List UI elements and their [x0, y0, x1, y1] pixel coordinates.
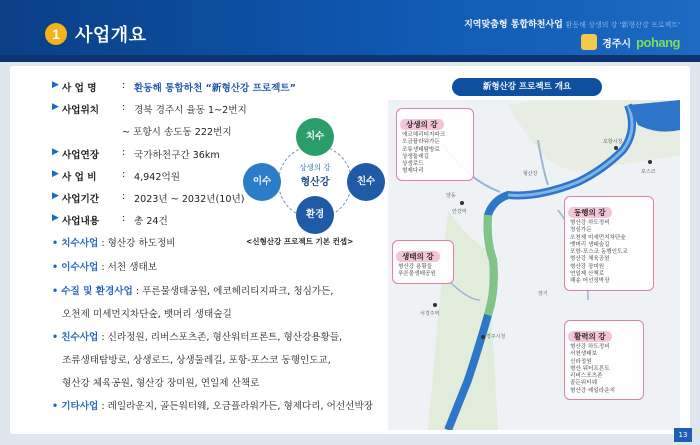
page-title: 사업개요 — [75, 25, 147, 46]
overview-length-label: 사업연장 — [62, 150, 100, 161]
map-box-vitality — [564, 320, 644, 400]
map-box-item: 형산강 레일라운지 — [570, 387, 616, 394]
subproject-label: 기타사업 — [61, 401, 99, 412]
bullet-triangle-icon: ▶ — [52, 147, 59, 157]
map-box-title: 동행의 강 — [568, 207, 612, 218]
subproject-other-row: • 기타사업 : 레일라운지, 골든워터웨, 오금플라워가든, 형제다리, 어선선박장 — [52, 401, 373, 412]
subproject-value: 푸른물생태공원, 에코헤리티지파크, 청심가든, — [142, 286, 334, 297]
bullet-triangle-icon: ▶ — [52, 102, 59, 112]
map-title: 新형산강 프로젝트 개요 — [452, 78, 602, 96]
concept-environment-circle: 환경 — [296, 196, 334, 234]
place-label: 장기 — [538, 291, 548, 297]
place-label: 형산강 — [523, 171, 538, 177]
overview-length-row: ▶ 사업연장 : 국가하천구간 36km — [52, 147, 220, 161]
map-box-item: 리버스포츠존 — [570, 373, 603, 380]
subproject-continuation: 조류생태탐방로, 상생로드, 상생둘레길, 포항-포스코 동행인도교, — [62, 355, 331, 366]
overview-cost-row: ▶ 사 업 비 : 4,942억원 — [52, 169, 180, 183]
map-box-item: 푸른물생태공원 — [398, 271, 436, 278]
concept-caption: <신형산강 프로젝트 기본 컨셉> — [246, 237, 354, 246]
map-box-item: 상생로드 — [402, 161, 424, 168]
subproject-water-use-row: • 이수사업 : 서천 생태보 — [52, 262, 158, 273]
map-box-item: 조류생태탐방로 — [402, 146, 440, 153]
map-box-item: 형산강 용황들 — [398, 264, 433, 270]
overview-location-row-2 — [122, 124, 232, 138]
map-box-title: 생태의 강 — [396, 251, 440, 262]
map-box-coexistence — [396, 108, 474, 181]
subproject-value: 서천 생태보 — [107, 262, 158, 273]
subproject-value: 형산강 하도정비 — [107, 238, 176, 249]
map-box-item: 오금플라워가든 — [402, 139, 440, 146]
overview-location-label: 사업위치 — [62, 105, 100, 116]
overview-location-row: ▶ 사업위치 : 경북 경주시 율동 1~2번지 — [52, 102, 247, 116]
overview-content-value: 총 24건 — [134, 216, 168, 227]
gyeongju-seal-icon — [581, 34, 597, 50]
map-box-item: 형산강 체육공원 — [570, 256, 610, 263]
bullet-triangle-icon: ▶ — [52, 80, 59, 90]
map-box-item: 형산강 장미원 — [570, 263, 605, 270]
subproject-waterfront-row: • 친수사업 : 신라정원, 리버스포츠존, 형산워터프론트, 형산강용황들, — [52, 332, 343, 343]
map-box-item: 상생둘레길 — [402, 153, 430, 160]
subproject-value: 신라정원, 리버스포츠존, 형산워터프론트, 형산강용황들, — [107, 332, 343, 343]
bullet-triangle-icon: ▶ — [52, 213, 59, 223]
overview-name-label: 사 업 명 — [62, 83, 97, 94]
map-box-item: 서천생태보 — [570, 351, 598, 358]
map-box-ecology — [392, 240, 454, 284]
gyeongju-logo-text: 경주시 — [602, 38, 632, 50]
overview-location-value: 경북 경주시 율동 1~2번지 — [134, 105, 247, 116]
overview-period-value: 2023년 ~ 2032년(10년) — [134, 194, 245, 205]
map-box-item: 형산 워터프론트 — [570, 365, 610, 372]
subproject-label: 친수사업 — [61, 332, 99, 343]
overview-content-label: 사업내용 — [62, 216, 100, 227]
header-stripe — [0, 55, 700, 62]
overview-name-row: ▶ 사 업 명 : 환동해 통합하천 “新형산강 프로젝트” — [52, 80, 296, 94]
overview-content-row: ▶ 사업내용 : 총 24건 — [52, 213, 168, 227]
subproject-value: 레일라운지, 골든워터웨, 오금플라워가든, 형제다리, 어선선박장 — [107, 401, 373, 412]
map-box-title: 상생의 강 — [400, 119, 444, 130]
header-project-type: 지역맞춤형 통합하천사업 — [464, 20, 563, 30]
page-number: 13 — [674, 428, 692, 442]
overview-length-value: 국가하천구간 36km — [134, 150, 220, 161]
map-box-item: 형산강 하도정비 — [570, 220, 610, 226]
subproject-environment-row: • 수질 및 환경사업 : 푸른물생태공원, 에코헤리티지파크, 청심가든, — [52, 286, 334, 297]
subproject-label: 이수사업 — [61, 262, 99, 273]
bullet-triangle-icon: ▶ — [52, 191, 59, 201]
place-label: 양동 — [446, 193, 456, 199]
concept-waterfront-circle: 친수 — [347, 163, 385, 201]
overview-location-value-2: ~ 포항시 송도동 222번지 — [122, 127, 232, 138]
map-box-item: 포항-포스코 동행인도교 — [570, 249, 628, 256]
map-box-item: 에코헤리티지파크 — [402, 132, 446, 138]
overview-period-label: 사업기간 — [62, 194, 100, 205]
place-label: 안강역 — [452, 209, 467, 215]
city-logos — [581, 33, 680, 51]
overview-name-value: 환동해 통합하천 “新형산강 프로젝트” — [134, 83, 296, 94]
map-box-item: 오천제 미세먼지차단숲 — [570, 234, 626, 241]
pohang-logo: pohang — [636, 34, 680, 50]
map-box-item: 연일제 산책로 — [570, 271, 605, 278]
map-box-item: 해송 어선정박장 — [570, 278, 610, 285]
overview-period-row: ▶ 사업기간 : 2023년 ~ 2032년(10년) — [52, 191, 245, 205]
subproject-continuation: 오천제 미세먼지차단숲, 뱃머리 생태숲길 — [62, 309, 232, 320]
bullet-triangle-icon: ▶ — [52, 169, 59, 179]
concept-water-use-circle: 이수 — [243, 163, 281, 201]
header-project-name: 환동해 상생의 강 '新형산강 프로젝트' — [565, 21, 680, 29]
project-map — [388, 100, 680, 430]
overview-cost-label: 사 업 비 — [62, 172, 97, 183]
map-box-item: 형산강 하도정비 — [570, 344, 610, 350]
header-bar — [0, 0, 700, 62]
map-box-item: 형제다리 — [402, 168, 424, 175]
concept-flood-circle: 치수 — [296, 118, 334, 156]
map-box-item: 청심가든 — [570, 227, 592, 234]
subproject-flood-row: • 치수사업 : 형산강 하도정비 — [52, 238, 176, 249]
overview-cost-value: 4,942억원 — [134, 172, 180, 183]
subproject-label: 치수사업 — [61, 238, 99, 249]
subproject-label: 수질 및 환경사업 — [61, 286, 133, 297]
map-box-item: 골든워터웨 — [570, 380, 598, 387]
concept-center-small: 상생의 강 — [299, 163, 331, 172]
place-label: 포스코 — [641, 169, 656, 175]
map-box-item: 신라정원 — [570, 358, 592, 365]
concept-center — [283, 162, 347, 188]
place-label: 경주시청 — [486, 334, 506, 340]
section-number-badge: 1 — [45, 23, 67, 45]
place-label: 서경주역 — [420, 311, 440, 317]
map-box-item: 뱃머리 생태숲길 — [570, 241, 610, 248]
concept-center-big: 형산강 — [300, 177, 330, 188]
map-box-title: 활력의 강 — [568, 331, 612, 342]
subproject-continuation: 형산강 체육공원, 형산강 장미원, 연일제 산책로 — [62, 378, 260, 389]
concept-diagram — [235, 118, 395, 248]
map-box-companion — [564, 196, 654, 291]
place-label: 포항시청 — [603, 139, 623, 145]
header-subtitle — [464, 17, 680, 30]
